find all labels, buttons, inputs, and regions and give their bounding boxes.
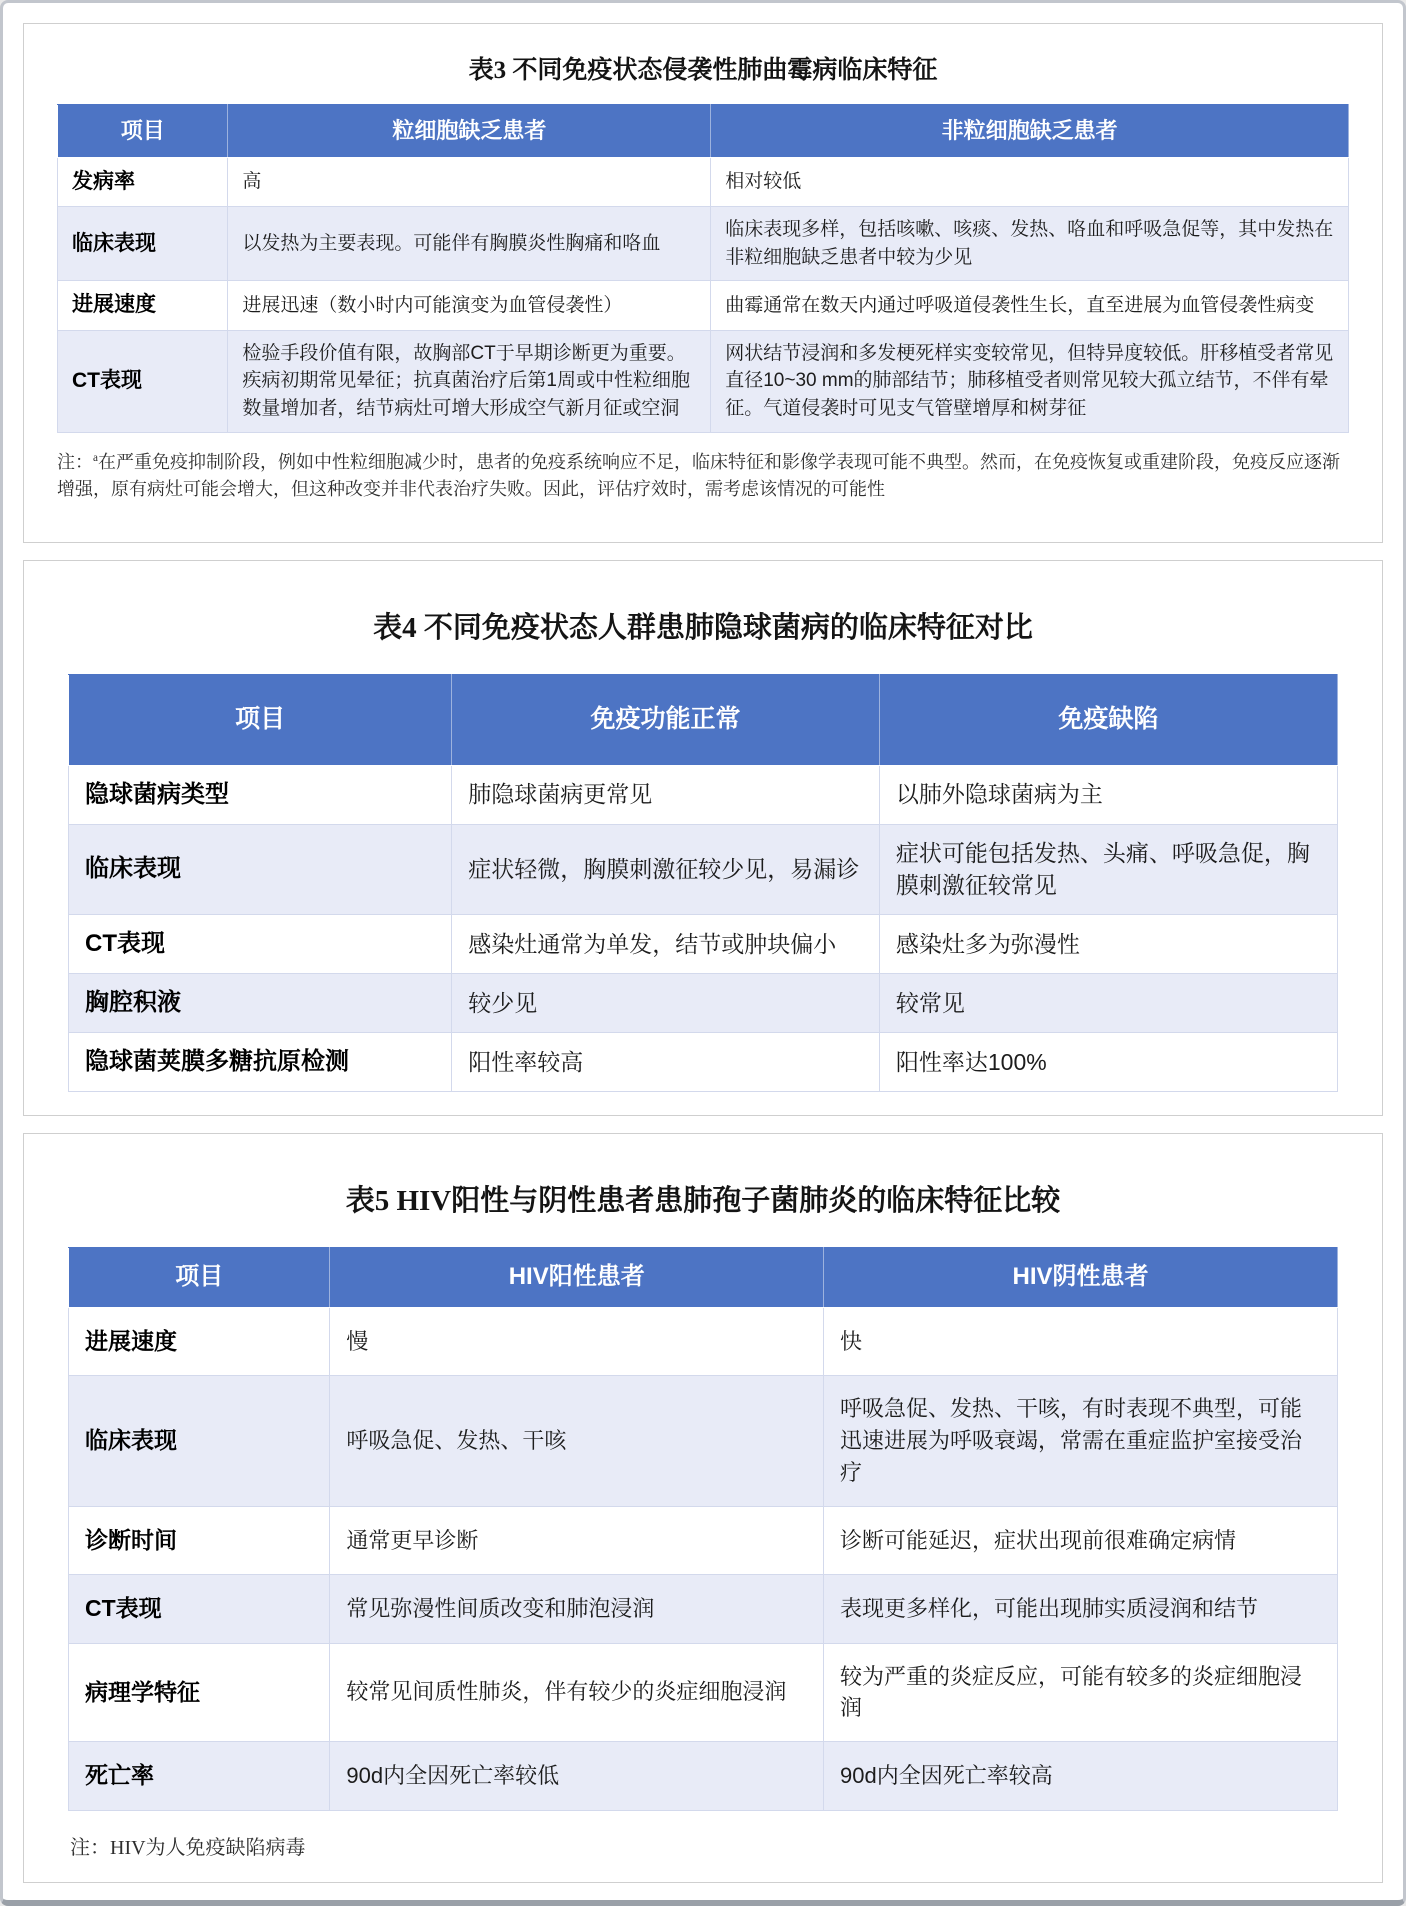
column-header: 粒细胞缺乏患者 bbox=[228, 105, 711, 158]
cell: 检验手段价值有限，故胸部CT于早期诊断更为重要。疾病初期常见晕征；抗真菌治疗后第1周或中性粒细胞数量增加者，结节病灶可增大形成空气新月征或空洞 bbox=[228, 330, 711, 432]
row-label: 临床表现 bbox=[69, 1376, 330, 1507]
table5-title: 表5 HIV阳性与阴性患者患肺孢子菌肺炎的临床特征比较 bbox=[345, 1185, 1061, 1217]
table4-card bbox=[23, 560, 1383, 1116]
row-label: 发病率 bbox=[58, 157, 228, 206]
note-prefix: 注： bbox=[57, 451, 93, 472]
cell: 表现更多样化，可能出现肺实质浸润和结节 bbox=[824, 1575, 1338, 1643]
cell: 以发热为主要表现。可能伴有胸膜炎性胸痛和咯血 bbox=[228, 207, 711, 281]
cell: 常见弥漫性间质改变和肺泡浸润 bbox=[330, 1575, 824, 1643]
row-label: 诊断时间 bbox=[69, 1506, 330, 1574]
column-header: 项目 bbox=[58, 105, 228, 158]
column-header: 免疫缺陷 bbox=[879, 675, 1337, 766]
cell: 感染灶通常为单发，结节或肿块偏小 bbox=[452, 914, 880, 973]
cell: 曲霉通常在数天内通过呼吸道侵袭性生长，直至进展为血管侵袭性病变 bbox=[711, 281, 1349, 330]
cell: 较常见 bbox=[879, 973, 1337, 1032]
row-label: CT表现 bbox=[69, 1575, 330, 1643]
table4-title: 表4 不同免疫状态人群患肺隐球菌病的临床特征对比 bbox=[373, 612, 1033, 644]
cell: 以肺外隐球菌病为主 bbox=[879, 765, 1337, 824]
row-label: 胸腔积液 bbox=[69, 973, 452, 1032]
cell: 症状轻微，胸膜刺激征较少见，易漏诊 bbox=[452, 824, 880, 914]
table-row bbox=[69, 1033, 1338, 1092]
row-label: 临床表现 bbox=[58, 207, 228, 281]
column-header: 非粒细胞缺乏患者 bbox=[711, 105, 1349, 158]
cell: 快 bbox=[824, 1307, 1338, 1375]
cell: 通常更早诊断 bbox=[330, 1506, 824, 1574]
cell: 高 bbox=[228, 157, 711, 206]
cell: 慢 bbox=[330, 1307, 824, 1375]
note-prefix: 注： bbox=[70, 1836, 110, 1859]
column-header: 免疫功能正常 bbox=[452, 675, 880, 766]
cell: 90d内全因死亡率较高 bbox=[824, 1742, 1338, 1810]
table3-header-row bbox=[58, 105, 1349, 158]
table-row bbox=[58, 281, 1349, 330]
table-row bbox=[69, 1506, 1338, 1574]
table4 bbox=[68, 674, 1338, 1092]
table-row bbox=[69, 1307, 1338, 1375]
table-row bbox=[69, 914, 1338, 973]
table4-header-row bbox=[69, 675, 1338, 766]
cell: 较少见 bbox=[452, 973, 880, 1032]
cell: 呼吸急促、发热、干咳 bbox=[330, 1376, 824, 1507]
table5-note bbox=[68, 1833, 1338, 1863]
table3 bbox=[57, 104, 1349, 433]
table3-note bbox=[57, 449, 1349, 505]
row-label: 临床表现 bbox=[69, 824, 452, 914]
row-label: 病理学特征 bbox=[69, 1643, 330, 1742]
row-label: CT表现 bbox=[58, 330, 228, 432]
cell: 感染灶多为弥漫性 bbox=[879, 914, 1337, 973]
table-row bbox=[69, 973, 1338, 1032]
table-row bbox=[69, 824, 1338, 914]
cell: 相对较低 bbox=[711, 157, 1349, 206]
column-header: 项目 bbox=[69, 1248, 330, 1308]
cell: 诊断可能延迟，症状出现前很难确定病情 bbox=[824, 1506, 1338, 1574]
row-label: 隐球菌荚膜多糖抗原检测 bbox=[69, 1033, 452, 1092]
row-label: 隐球菌病类型 bbox=[69, 765, 452, 824]
cell: 呼吸急促、发热、干咳，有时表现不典型，可能迅速进展为呼吸衰竭，常需在重症监护室接受治疗 bbox=[824, 1376, 1338, 1507]
table-row bbox=[69, 1742, 1338, 1810]
cell: 网状结节浸润和多发梗死样实变较常见，但特异度较低。肝移植受者常见直径10~30 mm的肺部结节；肺移植受者则常见较大孤立结节，不伴有晕征。气道侵袭时可见支气管壁增厚和树芽征 bbox=[711, 330, 1349, 432]
cell: 90d内全因死亡率较低 bbox=[330, 1742, 824, 1810]
column-header: HIV阳性患者 bbox=[330, 1248, 824, 1308]
row-label: 进展速度 bbox=[69, 1307, 330, 1375]
cell: 阳性率较高 bbox=[452, 1033, 880, 1092]
table-row bbox=[69, 1575, 1338, 1643]
column-header: 项目 bbox=[69, 675, 452, 766]
table3-title: 表3 不同免疫状态侵袭性肺曲霉病临床特征 bbox=[468, 57, 938, 84]
note-text: 在严重免疫抑制阶段，例如中性粒细胞减少时，患者的免疫系统响应不足，临床特征和影像学表现可能不典型。然而，在免疫恢复或重建阶段，免疫反应逐渐增强，原有病灶可能会增大，但这种改变并非代表治疗失败。因此，评估疗效时，需考虑该情况的可能性 bbox=[57, 451, 1340, 500]
table-row bbox=[58, 330, 1349, 432]
table5-card bbox=[23, 1133, 1383, 1883]
cell: 较常见间质性肺炎，伴有较少的炎症细胞浸润 bbox=[330, 1643, 824, 1742]
column-header: HIV阴性患者 bbox=[824, 1248, 1338, 1308]
note-text: HIV为人免疫缺陷病毒 bbox=[110, 1836, 306, 1859]
cell: 进展迅速（数小时内可能演变为血管侵袭性） bbox=[228, 281, 711, 330]
table-row bbox=[69, 1643, 1338, 1742]
table5-header-row bbox=[69, 1248, 1338, 1308]
cell: 临床表现多样，包括咳嗽、咳痰、发热、咯血和呼吸急促等，其中发热在非粒细胞缺乏患者中较为少见 bbox=[711, 207, 1349, 281]
table-row bbox=[69, 1376, 1338, 1507]
row-label: 进展速度 bbox=[58, 281, 228, 330]
table5 bbox=[68, 1247, 1338, 1811]
table3-card bbox=[23, 23, 1383, 543]
row-label: CT表现 bbox=[69, 914, 452, 973]
table-row bbox=[69, 765, 1338, 824]
table-row bbox=[58, 157, 1349, 206]
note-superscript-a: a bbox=[93, 451, 98, 464]
cell: 较为严重的炎症反应，可能有较多的炎症细胞浸润 bbox=[824, 1643, 1338, 1742]
cell: 症状可能包括发热、头痛、呼吸急促，胸膜刺激征较常见 bbox=[879, 824, 1337, 914]
cell: 肺隐球菌病更常见 bbox=[452, 765, 880, 824]
table-row bbox=[58, 207, 1349, 281]
cell: 阳性率达100% bbox=[879, 1033, 1337, 1092]
row-label: 死亡率 bbox=[69, 1742, 330, 1810]
